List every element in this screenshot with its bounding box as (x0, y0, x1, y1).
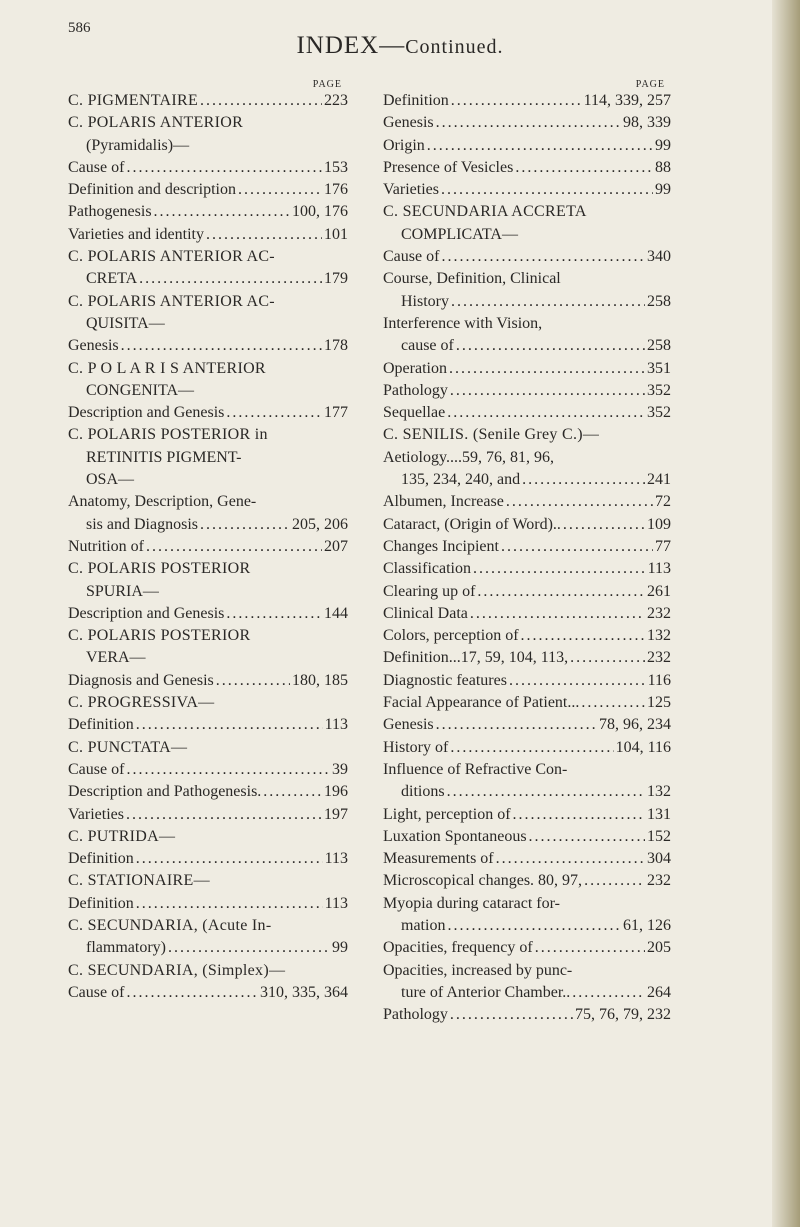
entry-page: 125 (647, 694, 671, 712)
entry-text: 135, 234, 240, and (401, 471, 521, 489)
index-entry (68, 358, 348, 380)
index-entry (68, 514, 348, 536)
entry-text: Aetiology....59, 76, 81, 96, (383, 448, 554, 466)
index-entry (383, 179, 671, 201)
index-entry (383, 90, 671, 112)
entry-page: 114, 339, 257 (583, 92, 671, 109)
entry-page: 351 (647, 359, 671, 377)
index-entry (68, 157, 348, 179)
dot-leader (572, 982, 645, 1004)
dot-leader (200, 514, 290, 536)
index-entry (383, 826, 671, 848)
entry-page: 113 (324, 894, 348, 912)
entry-text: sis and Diagnosis (86, 515, 198, 533)
dot-leader (570, 647, 645, 669)
index-entry (383, 469, 671, 491)
entry-page: 88 (655, 158, 671, 176)
entry-page: 113 (324, 850, 348, 868)
entry-page: 101 (324, 225, 348, 243)
entry-text: Varieties (383, 181, 439, 199)
entry-text: Opacities, frequency of (383, 939, 533, 957)
entry-text: Microscopical changes. 80, 97, (383, 872, 583, 890)
entry-page: 179 (324, 270, 348, 288)
index-entry (68, 469, 348, 491)
entry-page: 258 (647, 337, 671, 355)
index-entry (68, 759, 348, 781)
entry-page: 197 (324, 805, 348, 823)
entry-text: Clearing up of (383, 582, 476, 600)
entry-page: 75, 76, 79, 232 (575, 1006, 671, 1024)
entry-page: 177 (324, 404, 348, 422)
index-entry (68, 291, 348, 313)
index-entry (383, 491, 671, 513)
entry-text: Diagnosis and Genesis (68, 671, 214, 689)
index-entry (383, 424, 671, 446)
index-entry (383, 692, 671, 714)
entry-page: 100, 176 (292, 203, 348, 221)
entry-page: 109 (647, 515, 671, 533)
entry-page: 180, 185 (292, 671, 348, 689)
entry-text: Sequellae (383, 404, 446, 422)
index-entry (68, 335, 348, 357)
entry-text: flammatory) (86, 939, 166, 957)
dot-leader (450, 737, 613, 759)
entry-text: Description and Genesis (68, 604, 225, 622)
dot-leader (200, 90, 322, 112)
index-entry (68, 692, 348, 714)
entry-text: Albumen, Increase (383, 493, 504, 511)
entry-page: 132 (647, 783, 671, 801)
entry-text: Pathology (383, 381, 448, 399)
index-entry (383, 714, 671, 736)
index-entry (383, 1004, 671, 1026)
index-entry (68, 135, 348, 157)
dot-leader (447, 402, 645, 424)
index-entry (383, 135, 671, 157)
index-entry (383, 982, 671, 1004)
entry-text: Facial Appearance of Patient... (383, 694, 580, 712)
index-entry (68, 625, 348, 647)
index-entry (68, 603, 348, 625)
entry-text: Genesis (383, 716, 434, 734)
entry-text: Pathogenesis (68, 203, 152, 221)
index-entry (383, 224, 671, 246)
entry-text: History (401, 292, 449, 310)
entry-page: 264 (647, 983, 671, 1001)
entry-text: Varieties (68, 805, 124, 823)
dot-leader (136, 848, 323, 870)
index-entry (68, 870, 348, 892)
entry-text: C. STATIONAIRE— (68, 872, 210, 890)
entry-text: Definition (383, 92, 449, 109)
entry-page: 99 (655, 181, 671, 199)
index-entry (383, 514, 671, 536)
dot-leader (206, 224, 322, 246)
entry-text: cause of (401, 337, 454, 355)
index-entry (383, 112, 671, 134)
dot-leader (584, 870, 645, 892)
entry-text: C. POLARIS ANTERIOR AC- (68, 248, 275, 266)
entry-text: ture of Anterior Chamber.. (401, 983, 571, 1001)
dot-leader (501, 536, 653, 558)
dot-leader (450, 380, 645, 402)
entry-text: C. SECUNDARIA ACCRETA (383, 203, 587, 221)
entry-text: Genesis (383, 114, 434, 132)
dot-leader (447, 781, 645, 803)
dot-leader (515, 157, 653, 179)
entry-page: 144 (324, 604, 348, 622)
entry-page: 104, 116 (615, 738, 671, 756)
entry-text: Cataract, (Origin of Word).. (383, 515, 561, 533)
entry-page: 39 (332, 760, 348, 778)
entry-text: C. PUTRIDA— (68, 827, 176, 845)
dot-leader (126, 804, 322, 826)
dot-leader (456, 335, 645, 357)
entry-page: 205 (647, 939, 671, 957)
entry-text: C. P O L A R I S ANTERIOR (68, 359, 266, 377)
entry-page: 352 (647, 381, 671, 399)
index-entry (383, 447, 671, 469)
index-entry (68, 179, 348, 201)
dot-leader (563, 514, 645, 536)
dot-leader (441, 246, 645, 268)
index-entry (383, 937, 671, 959)
entry-text: Description and Pathogenesis. (68, 783, 262, 801)
index-entry (383, 737, 671, 759)
entry-text: Light, perception of (383, 805, 511, 823)
index-entry (383, 759, 671, 781)
index-entry (383, 268, 671, 290)
dot-leader (509, 670, 646, 692)
left-entries (68, 90, 348, 1004)
right-column (383, 80, 671, 1026)
entry-page: 223 (324, 92, 348, 109)
index-entry (68, 826, 348, 848)
entry-text: ditions (401, 783, 445, 801)
entry-page: 205, 206 (292, 515, 348, 533)
index-entry (383, 647, 671, 669)
entry-text: Operation (383, 359, 447, 377)
index-entry (68, 893, 348, 915)
entry-text: Luxation Spontaneous (383, 827, 527, 845)
entry-text: COMPLICATA— (401, 225, 518, 243)
index-entry (68, 380, 348, 402)
entry-text: Interference with Vision, (383, 314, 543, 332)
entry-text: (Pyramidalis)— (86, 136, 190, 154)
dot-leader (238, 179, 322, 201)
entry-text: C. SECUNDARIA, (Acute In- (68, 916, 272, 934)
dot-leader (126, 759, 330, 781)
entry-page: 116 (647, 671, 671, 689)
entry-page: 153 (324, 158, 348, 176)
page-title (0, 32, 800, 60)
entry-text: Cause of (68, 158, 125, 176)
dot-leader (451, 291, 645, 313)
index-entry (383, 157, 671, 179)
index-entry (68, 246, 348, 268)
entry-page: 113 (324, 716, 348, 734)
entry-text: Nutrition of (68, 537, 144, 555)
entry-text: Colors, perception of (383, 627, 519, 645)
entry-text: SPURIA— (86, 582, 159, 600)
entry-text: C. SECUNDARIA, (Simplex)— (68, 961, 286, 979)
entry-page: 78, 96, 234 (599, 716, 671, 734)
index-entry (383, 536, 671, 558)
entry-page: 261 (647, 582, 671, 600)
entry-text: Cause of (383, 248, 440, 266)
dot-leader (522, 469, 645, 491)
dot-leader (447, 915, 621, 937)
entry-text: C. SENILIS. (Senile Grey C.)— (383, 426, 600, 444)
index-entry (383, 335, 671, 357)
entry-page: 113 (647, 560, 671, 578)
entry-text: OSA— (86, 471, 135, 489)
index-entry (68, 670, 348, 692)
title-continued: Continued. (405, 36, 504, 58)
right-entries (383, 90, 671, 1026)
page-edge (772, 0, 800, 1227)
entry-text: Varieties and identity (68, 225, 204, 243)
entry-page: 241 (647, 471, 671, 489)
dot-leader (470, 603, 645, 625)
dot-leader (473, 558, 646, 580)
dot-leader (226, 402, 322, 424)
entry-text: C. POLARIS POSTERIOR (68, 627, 251, 645)
entry-page: 207 (324, 537, 348, 555)
entry-text: Myopia during cataract for- (383, 894, 560, 912)
entry-page: 77 (655, 537, 671, 555)
dot-leader (451, 90, 582, 112)
index-entry (383, 358, 671, 380)
entry-text: Clinical Data (383, 604, 468, 622)
dot-leader (535, 937, 645, 959)
index-entry (68, 937, 348, 959)
dot-leader (168, 937, 330, 959)
title-main: INDEX— (296, 32, 406, 59)
entry-text: Measurements of (383, 850, 494, 868)
entry-text: Cause of (68, 760, 125, 778)
entry-text: Definition (68, 716, 134, 734)
index-entry (68, 982, 348, 1004)
dot-leader (441, 179, 653, 201)
dot-leader (436, 112, 621, 134)
entry-text: Changes Incipient (383, 537, 499, 555)
index-entry (68, 201, 348, 223)
entry-text: C. POLARIS POSTERIOR (68, 560, 251, 578)
index-entry (68, 402, 348, 424)
dot-leader (226, 603, 322, 625)
entry-text: CONGENITA— (86, 381, 195, 399)
entry-page: 232 (647, 649, 671, 667)
dot-leader (126, 982, 258, 1004)
dot-leader (513, 804, 645, 826)
dot-leader (581, 692, 645, 714)
index-entry (68, 558, 348, 580)
index-entry (383, 246, 671, 268)
page-number: 586 (68, 20, 91, 36)
entry-page: 304 (647, 850, 671, 868)
index-entry (383, 960, 671, 982)
index-entry (383, 380, 671, 402)
entry-page: 340 (647, 248, 671, 266)
index-entry (383, 670, 671, 692)
entry-text: Definition and description (68, 181, 236, 199)
entry-text: Genesis (68, 337, 119, 355)
entry-text: C. PIGMENTAIRE (68, 92, 199, 109)
index-entry (383, 804, 671, 826)
index-entry (68, 804, 348, 826)
index-entry (68, 915, 348, 937)
left-column (68, 80, 348, 1004)
entry-page: 152 (647, 827, 671, 845)
entry-text: Course, Definition, Clinical (383, 270, 561, 288)
dot-leader (263, 781, 322, 803)
entry-page: 98, 339 (623, 114, 671, 132)
dot-leader (529, 826, 645, 848)
entry-text: CRETA (86, 270, 138, 288)
entry-page: 232 (647, 872, 671, 890)
dot-leader (521, 625, 645, 647)
index-entry (383, 581, 671, 603)
entry-page: 310, 335, 364 (260, 983, 348, 1001)
dot-leader (216, 670, 290, 692)
entry-page: 258 (647, 292, 671, 310)
entry-text: C. POLARIS POSTERIOR in (68, 426, 268, 444)
index-entry (68, 447, 348, 469)
index-entry (383, 893, 671, 915)
dot-leader (427, 135, 653, 157)
entry-page: 99 (332, 939, 348, 957)
entry-page: 196 (324, 783, 348, 801)
entry-text: Definition (68, 894, 134, 912)
index-entry (383, 291, 671, 313)
index-entry (383, 625, 671, 647)
index-entry (68, 224, 348, 246)
entry-page: 352 (647, 404, 671, 422)
index-entry (68, 714, 348, 736)
index-entry (68, 536, 348, 558)
index-entry (383, 313, 671, 335)
entry-text: Definition...17, 59, 104, 113, (383, 649, 569, 667)
dot-leader (496, 848, 645, 870)
index-entry (68, 848, 348, 870)
entry-text: VERA— (86, 649, 146, 667)
index-entry (383, 603, 671, 625)
entry-page: 131 (647, 805, 671, 823)
index-entry (68, 781, 348, 803)
index-entry (68, 313, 348, 335)
index-entry (68, 581, 348, 603)
entry-text: Pathology (383, 1006, 448, 1024)
entry-text: C. POLARIS ANTERIOR AC- (68, 292, 275, 310)
entry-text: QUISITA— (86, 314, 165, 332)
entry-text: Presence of Vesicles (383, 158, 514, 176)
dot-leader (450, 1004, 573, 1026)
entry-text: Definition (68, 850, 134, 868)
index-entry (68, 647, 348, 669)
dot-leader (154, 201, 290, 223)
entry-text: mation (401, 916, 446, 934)
page-column-label: PAGE (312, 79, 342, 90)
index-entry (68, 491, 348, 513)
index-entry (383, 848, 671, 870)
index-entry (383, 201, 671, 223)
entry-page: 72 (655, 493, 671, 511)
entry-text: Opacities, increased by punc- (383, 961, 573, 979)
dot-leader (477, 581, 645, 603)
dot-leader (449, 358, 645, 380)
entry-page: 61, 126 (623, 916, 671, 934)
entry-text: C. PROGRESSIVA— (68, 694, 215, 712)
entry-text: History of (383, 738, 449, 756)
dot-leader (136, 893, 323, 915)
index-entry (383, 915, 671, 937)
entry-text: Diagnostic features (383, 671, 507, 689)
index-entry (383, 870, 671, 892)
index-entry (383, 402, 671, 424)
dot-leader (126, 157, 322, 179)
entry-page: 176 (324, 181, 348, 199)
entry-text: C. POLARIS ANTERIOR (68, 114, 244, 132)
entry-text: Origin (383, 136, 425, 154)
dot-leader (121, 335, 322, 357)
entry-text: Cause of (68, 983, 125, 1001)
entry-text: Influence of Refractive Con- (383, 760, 568, 778)
index-entry (68, 268, 348, 290)
entry-page: 232 (647, 604, 671, 622)
entry-text: Classification (383, 560, 471, 578)
entry-text: C. PUNCTATA— (68, 738, 188, 756)
index-entry (383, 558, 671, 580)
page-column-label: PAGE (635, 79, 665, 90)
dot-leader (436, 714, 597, 736)
entry-page: 132 (647, 627, 671, 645)
index-entry (68, 90, 348, 112)
index-entry (68, 737, 348, 759)
entry-page: 99 (655, 136, 671, 154)
dot-leader (136, 714, 323, 736)
index-entry (68, 960, 348, 982)
dot-leader (139, 268, 322, 290)
index-entry (68, 424, 348, 446)
index-entry (383, 781, 671, 803)
entry-text: Description and Genesis (68, 404, 225, 422)
entry-page: 178 (324, 337, 348, 355)
entry-text: RETINITIS PIGMENT- (86, 448, 242, 466)
index-entry (68, 112, 348, 134)
dot-leader (146, 536, 322, 558)
dot-leader (506, 491, 653, 513)
entry-text: Anatomy, Description, Gene- (68, 493, 257, 511)
